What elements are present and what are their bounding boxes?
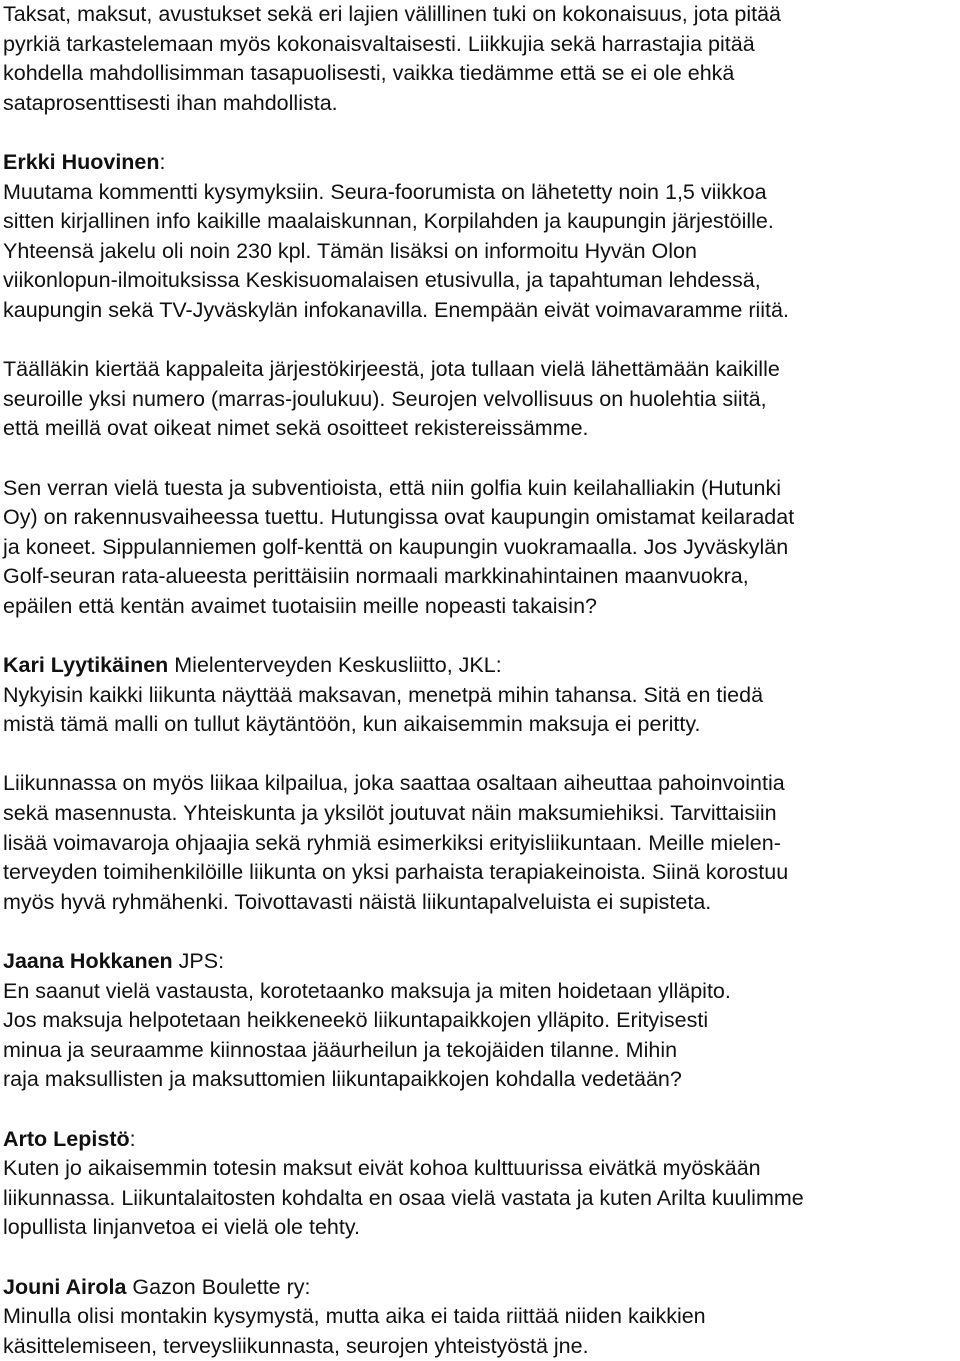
text-line: En saanut vielä vastausta, korotetaanko maksuja ja miten hoidetaan ylläpito. [3, 978, 731, 1003]
text-line: sitten kirjallinen info kaikille maalaiskunnan, Korpilahden ja kaupungin järjestöille. [3, 209, 774, 234]
paragraph-letter [3, 355, 960, 444]
document-body [3, 0, 960, 1361]
paragraph-gap [3, 1243, 960, 1273]
speaker-heading [3, 947, 960, 977]
speaker-name: Kari Lyytikäinen [3, 653, 169, 678]
paragraph-gap [3, 444, 960, 474]
text-line: liikunnassa. Liikuntalaitosten kohdalta en osaa vielä vastata ja kuten Arilta kuulimme [3, 1185, 804, 1210]
text-line: Täälläkin kiertää kappaleita järjestökirjeestä, jota tullaan vielä lähettämään kaikille [3, 357, 780, 382]
text-line: Liikunnassa on myös liikaa kilpailua, joka saattaa osaltaan aiheuttaa pahoinvointia [3, 771, 785, 796]
text-line: seuroille yksi numero (marras-joulukuu). Seurojen velvollisuus on huolehtia siitä, [3, 386, 767, 411]
speaker-name: Jouni Airola [3, 1274, 127, 1299]
statement-jouni-airola [3, 1273, 960, 1361]
speaker-name: Arto Lepistö [3, 1126, 130, 1151]
paragraph-gap [3, 326, 960, 356]
paragraph-gap [3, 740, 960, 770]
paragraph-competition [3, 769, 960, 917]
speaker-affiliation: Gazon Boulette ry: [126, 1274, 311, 1299]
text-line: sekä masennusta. Yhteiskunta ja yksilöt joutuvat näin maksumiehiksi. Tarvittaisiin [3, 801, 777, 826]
text-line: lisää voimavaroja ohjaajia sekä ryhmiä esimerkiksi erityisliikuntaan. Meille mielen- [3, 830, 781, 855]
statement-arto-lepisto [3, 1125, 960, 1243]
text-line: Jos maksuja helpotetaan heikkeneekö liikuntapaikkojen ylläpito. Erityisesti [3, 1008, 709, 1033]
paragraph-subsidies [3, 474, 960, 622]
text-line: Muutama kommentti kysymyksiin. Seura-foorumista on lähetetty noin 1,5 viikkoa [3, 179, 767, 204]
text-line: käsittelemiseen, terveysliikunnasta, seurojen yhteistyöstä jne. [3, 1333, 589, 1358]
paragraph-gap [3, 1095, 960, 1125]
paragraph-gap [3, 621, 960, 651]
text-line: että meillä ovat oikeat nimet sekä osoitteet rekistereissämme. [3, 416, 589, 441]
speaker-affiliation: JPS: [172, 949, 225, 973]
text-line: myös hyvä ryhmähenki. Toivottavasti näistä liikuntapalveluista ei supisteta. [3, 889, 712, 914]
text-line: Golf-seuran rata-alueesta perittäisiin normaali markkinahintainen maanvuokra, [3, 564, 749, 589]
speaker-heading [3, 1125, 960, 1155]
text-line: sataprosenttisesti ihan mahdollista. [3, 90, 338, 115]
text-line: lopullista linjanvetoa ei vielä ole tehty. [3, 1215, 360, 1240]
paragraph-gap [3, 118, 960, 148]
text-line: mistä tämä malli on tullut käytäntöön, kun aikaisemmin maksuja ei peritty. [3, 712, 701, 737]
text-line: Kuten jo aikaisemmin totesin maksut eivät kohoa kulttuurissa eivätkä myöskään [3, 1156, 761, 1181]
text-line: epäilen että kentän avaimet tuotaisiin meille nopeasti takaisin? [3, 593, 598, 618]
text-line: viikonlopun-ilmoituksissa Keskisuomalaisen etusivulla, ja tapahtuman lehdessä, [3, 268, 761, 293]
speaker-name: Erkki Huovinen [3, 149, 160, 174]
text-line: Yhteensä jakelu oli noin 230 kpl. Tämän lisäksi on informoitu Hyvän Olon [3, 238, 697, 263]
paragraph-gap [3, 917, 960, 947]
statement-kari-lyytikainen [3, 651, 960, 740]
text-line: Oy) on rakennusvaiheessa tuettu. Hutungissa ovat kaupungin omistamat keilaradat [3, 505, 795, 530]
text-line: terveyden toimihenkilöille liikunta on yksi parhaista terapiakeinoista. Siinä korostuu [3, 860, 789, 885]
speaker-heading [3, 148, 960, 178]
speaker-affiliation: Mielenterveyden Keskusliitto, JKL: [168, 653, 502, 678]
paragraph-intro [3, 0, 960, 118]
text-line: kaupungin sekä TV-Jyväskylän infokanavilla. Enempään eivät voimavaramme riitä. [3, 297, 789, 322]
text-line: pyrkiä tarkastelemaan myös kokonaisvaltaisesti. Liikkujia sekä harrastajia pitää [3, 31, 755, 56]
speaker-heading [3, 651, 960, 681]
statement-jaana-hokkanen [3, 947, 960, 1095]
speaker-name: Jaana Hokkanen [3, 949, 173, 973]
statement-erkki-huovinen [3, 148, 960, 326]
speaker-affiliation: : [159, 149, 166, 174]
text-line: Minulla olisi montakin kysymystä, mutta aika ei taida riittää niiden kaikkien [3, 1304, 706, 1329]
speaker-affiliation: : [129, 1126, 136, 1151]
text-line: minua ja seuraamme kiinnostaa jääurheilun ja tekojäiden tilanne. Mihin [3, 1037, 678, 1062]
text-line: ja koneet. Sippulanniemen golf-kenttä on kaupungin vuokramaalla. Jos Jyväskylän [3, 534, 789, 559]
text-line: raja maksullisten ja maksuttomien liikuntapaikkojen kohdalla vedetään? [3, 1067, 682, 1092]
text-line: Taksat, maksut, avustukset sekä eri lajien välillinen tuki on kokonaisuus, jota pitää [3, 2, 781, 26]
text-line: Nykyisin kaikki liikunta näyttää maksavan, menetpä mihin tahansa. Sitä en tiedä [3, 682, 764, 707]
text-line: kohdella mahdollisimman tasapuolisesti, vaikka tiedämme että se ei ole ehkä [3, 61, 735, 86]
text-line: Sen verran vielä tuesta ja subventioista, että niin golfia kuin keilahalliakin (Hutunki [3, 475, 782, 500]
speaker-heading [3, 1273, 960, 1303]
